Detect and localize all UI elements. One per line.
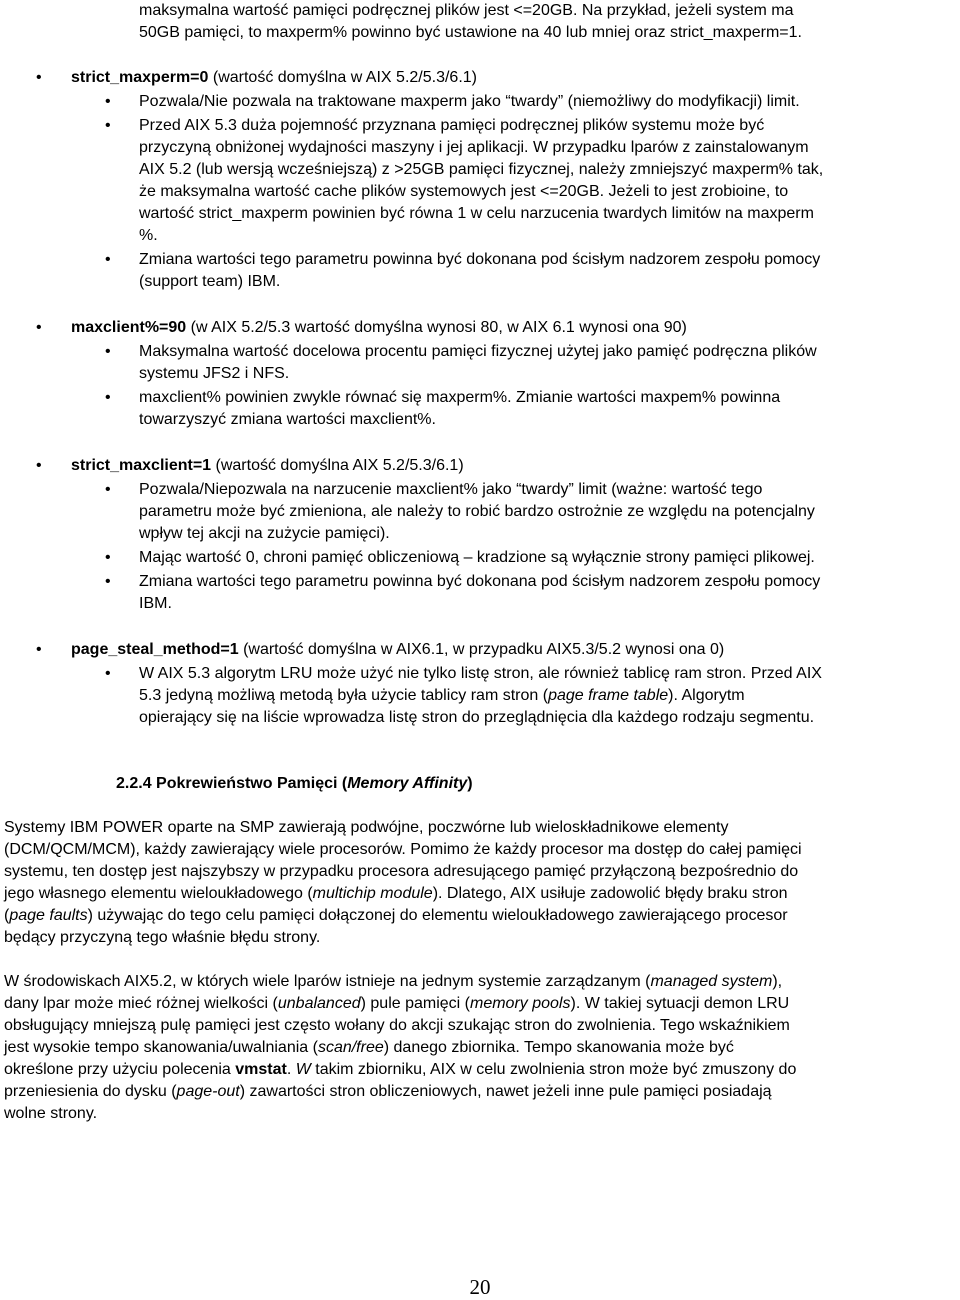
list-item-line bbox=[139, 685, 745, 707]
bullet-icon: • bbox=[36, 319, 42, 336]
intro-line: 50GB pamięci, to maxperm% powinno być ustawione na 40 lub mniej oraz strict_maxperm=1. bbox=[139, 24, 802, 41]
sub-bullet-icon: • bbox=[105, 389, 111, 406]
italic-term: managed system bbox=[650, 973, 773, 990]
text-run: ) pule pamięci ( bbox=[360, 995, 470, 1012]
text-run: dany lpar może mieć różnej wielkości ( bbox=[4, 995, 278, 1012]
paragraph-line: Systemy IBM POWER oparte na SMP zawierają podwójne, poczwórne lub wieloskładnikowe elementy bbox=[4, 819, 729, 836]
list-item: Pozwala/Nie pozwala na traktowane maxperm jako “twardy” (niemożliwy do modyfikacji) limit. bbox=[139, 93, 800, 110]
italic-term: memory pools bbox=[470, 995, 571, 1012]
param-name: page_steal_method=1 bbox=[71, 641, 239, 658]
sub-bullet-icon: • bbox=[105, 93, 111, 110]
italic-term: scan/free bbox=[317, 1039, 384, 1056]
sub-bullet-icon: • bbox=[105, 481, 111, 498]
list-item-line: przyczyną obniżonej wydajności maszyny i jej aplikacji. W przypadku lparów z zainstalowanym bbox=[139, 139, 809, 156]
text-run: przeniesienia do dysku ( bbox=[4, 1083, 177, 1100]
italic-term: page-out bbox=[176, 1083, 240, 1100]
text-run: ). Dlatego, AIX usiłuje zadowolić błędy braku stron bbox=[432, 885, 788, 902]
page-number: 20 bbox=[469, 1275, 491, 1299]
command-name: vmstat bbox=[235, 1061, 287, 1078]
italic-term: W bbox=[295, 1061, 311, 1078]
heading-italic: Memory Affinity bbox=[347, 775, 468, 792]
sub-bullet-icon: • bbox=[105, 251, 111, 268]
text-run: ). W takiej sytuacji demon LRU bbox=[570, 995, 790, 1012]
text-run: określone przy użyciu polecenia bbox=[4, 1061, 236, 1078]
paragraph-line bbox=[4, 905, 788, 927]
list-item-line: AIX 5.2 (lub wersją wcześniejszą) z >25GB pamięci fizycznej, należy zmniejszyć maxperm% tak, bbox=[139, 161, 824, 178]
param-page-steal-method bbox=[71, 639, 724, 661]
list-item-line: wpływ tej akcji na zużycie pamięci). bbox=[139, 525, 390, 542]
list-item-line: Maksymalna wartość docelowa procentu pamięci fizycznej użytej jako pamięć podręczna plików bbox=[139, 343, 817, 360]
list-item-line: opierający się na liście wprowadza listę stron do przeglądnięcia dla każdego rodzaju segmentu. bbox=[139, 709, 815, 726]
paragraph-line bbox=[4, 1037, 734, 1059]
sub-bullet-icon: • bbox=[105, 573, 111, 590]
paragraph-line: obsługujący mniejszą pulę pamięci jest często wołany do akcji szukając stron do zwolnienia. Tego wskaźnikiem bbox=[4, 1017, 790, 1034]
param-strict-maxclient bbox=[71, 455, 464, 477]
text-run: ( bbox=[4, 907, 10, 924]
param-maxclient bbox=[71, 317, 687, 339]
text-run: ), bbox=[772, 973, 783, 990]
list-item-line: towarzyszyć zmiana wartości maxclient%. bbox=[139, 411, 436, 428]
italic-term: page frame table bbox=[548, 687, 669, 704]
list-item-line: parametru może być zmieniona, ale należy to robić bardzo ostrożnie ze względu na potencjalny bbox=[139, 503, 815, 520]
list-item-line: systemu JFS2 i NFS. bbox=[139, 365, 290, 382]
text-run: jego własnego elementu wieloukładowego ( bbox=[4, 885, 313, 902]
text-run: ) danego zbiornika. Tempo skanowania może być bbox=[383, 1039, 734, 1056]
sub-bullet-icon: • bbox=[105, 665, 111, 682]
sub-bullet-icon: • bbox=[105, 343, 111, 360]
param-name: strict_maxclient=1 bbox=[71, 457, 212, 474]
heading-text: ) bbox=[467, 775, 473, 792]
bullet-icon: • bbox=[36, 641, 42, 658]
paragraph-line bbox=[4, 993, 789, 1015]
paragraph-line: wolne strony. bbox=[4, 1105, 98, 1122]
section-heading bbox=[116, 773, 473, 795]
list-item-line: IBM. bbox=[139, 595, 172, 612]
sub-bullet-icon: • bbox=[105, 549, 111, 566]
text-run: W środowiskach AIX5.2, w których wiele lparów istnieje na jednym systemie zarządzanym ( bbox=[4, 973, 651, 990]
intro-line: maksymalna wartość pamięci podręcznej plików jest <=20GB. Na przykład, jeżeli system ma bbox=[139, 2, 794, 19]
paragraph-line: systemu, ten dostęp jest najszybszy w przypadku procesora adresującego pamięć przyłączoną bezpośrednio do bbox=[4, 863, 799, 880]
paragraph-line: (DCM/QCM/MCM), każdy zawierający wiele procesorów. Pomimo że każdy procesor ma dostęp do całej pamięci bbox=[4, 841, 802, 858]
list-item-line: Przed AIX 5.3 duża pojemność przyznana pamięci podręcznej plików systemu może być bbox=[139, 117, 765, 134]
list-item-line: W AIX 5.3 algorytm LRU może użyć nie tylko listę stron, ale również tablicę ram stron. Przed AIX bbox=[139, 665, 822, 682]
italic-term: multichip module bbox=[312, 885, 433, 902]
param-desc: (wartość domyślna w AIX6.1, w przypadku AIX5.3/5.2 wynosi ona 0) bbox=[238, 641, 725, 658]
param-desc: (wartość domyślna AIX 5.2/5.3/6.1) bbox=[211, 457, 464, 474]
sub-bullet-icon: • bbox=[105, 117, 111, 134]
bullet-icon: • bbox=[36, 69, 42, 86]
param-name: strict_maxperm=0 bbox=[71, 69, 209, 86]
paragraph-line: będący przyczyną tego właśnie błędu strony. bbox=[4, 929, 321, 946]
param-strict-maxperm bbox=[71, 67, 477, 89]
text-run: ) używając do tego celu pamięci dołączonej do elementu wieloukładowego zawierającego procesor bbox=[87, 907, 788, 924]
list-item-line: %. bbox=[139, 227, 158, 244]
italic-term: page faults bbox=[9, 907, 88, 924]
list-item-line: Pozwala/Niepozwala na narzucenie maxclient% jako “twardy” limit (ważne: wartość tego bbox=[139, 481, 763, 498]
list-item-line: Zmiana wartości tego parametru powinna być dokonana pod ścisłym nadzorem zespołu pomocy bbox=[139, 573, 821, 590]
text-run: ). Algorytm bbox=[668, 687, 745, 704]
heading-text: 2.2.4 Pokrewieństwo Pamięci ( bbox=[116, 775, 348, 792]
list-item-line: że maksymalna wartość cache plików systemowych jest <=20GB. Jeżeli to jest zrobioine, to bbox=[139, 183, 789, 200]
param-name: maxclient%=90 bbox=[71, 319, 187, 336]
bullet-icon: • bbox=[36, 457, 42, 474]
paragraph-line bbox=[4, 971, 782, 993]
param-desc: (w AIX 5.2/5.3 wartość domyślna wynosi 80, w AIX 6.1 wynosi ona 90) bbox=[186, 319, 687, 336]
paragraph-line bbox=[4, 883, 788, 905]
list-item-line: Zmiana wartości tego parametru powinna być dokonana pod ścisłym nadzorem zespołu pomocy bbox=[139, 251, 821, 268]
list-item-line: (support team) IBM. bbox=[139, 273, 281, 290]
list-item-line: wartość strict_maxperm powinien być równa 1 w celu narzucenia twardych limitów na maxperm bbox=[139, 205, 814, 222]
param-desc: (wartość domyślna w AIX 5.2/5.3/6.1) bbox=[208, 69, 477, 86]
paragraph-line bbox=[4, 1059, 796, 1081]
list-item-line: maxclient% powinien zwykle równać się maxperm%. Zmianie wartości maxpem% powinna bbox=[139, 389, 781, 406]
text-run: 5.3 jedyną możliwą metodą była użycie tablicy ram stron ( bbox=[139, 687, 549, 704]
paragraph-line bbox=[4, 1081, 772, 1103]
list-item: Mając wartość 0, chroni pamięć obliczeniową – kradzione są wyłącznie strony pamięci plikowej. bbox=[139, 549, 815, 566]
text-run: jest wysokie tempo skanowania/uwalniania ( bbox=[4, 1039, 318, 1056]
text-run: . bbox=[286, 1061, 296, 1078]
text-run: ) zawartości stron obliczeniowych, nawet jeżeli inne pule pamięci posiadają bbox=[239, 1083, 772, 1100]
italic-term: unbalanced bbox=[277, 995, 361, 1012]
text-run: takim zbiorniku, AIX w celu zwolnienia stron może być zmuszony do bbox=[310, 1061, 797, 1078]
